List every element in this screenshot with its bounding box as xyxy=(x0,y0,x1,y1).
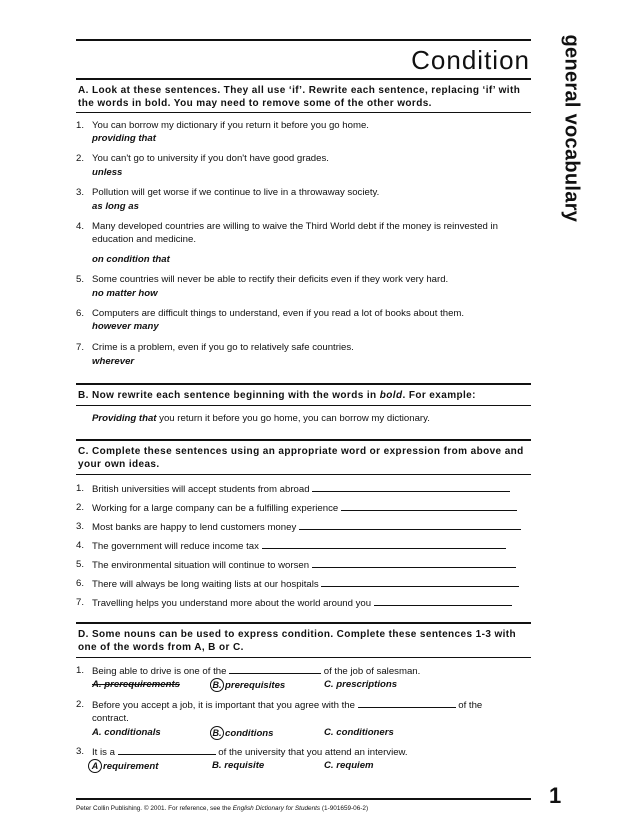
item-sentence: Working for a large company can be a fulfilling experience xyxy=(92,503,339,514)
item-sentence: of the job of salesman. xyxy=(323,666,421,677)
section-c-bottom-rule xyxy=(76,474,531,475)
item-sentence: British universities will accept students from abroad xyxy=(92,484,310,495)
section-a-bottom-rule xyxy=(76,112,531,113)
item-number: 3. xyxy=(76,521,85,532)
option-c: C. requiem xyxy=(324,760,374,771)
option-text: conditions xyxy=(225,728,274,739)
answer-blank[interactable] xyxy=(312,482,510,492)
item-number: 2. xyxy=(76,153,85,164)
item-text: Computers are difficult things to understand, even if you read a lot of books about them. xyxy=(92,308,465,319)
item-text xyxy=(92,558,530,572)
answer-blank[interactable] xyxy=(312,558,516,568)
option-b-circled xyxy=(210,678,285,692)
item-text: Pollution will get worse if we continue to live in a throwaway society. xyxy=(92,187,380,198)
option-a-crossed: A. prerequirements xyxy=(92,679,180,690)
item-text xyxy=(92,501,530,515)
item-sentence: There will always be long waiting lists at our hospitals xyxy=(92,579,319,590)
bottom-rule xyxy=(76,798,531,800)
page-title: Condition xyxy=(411,45,530,75)
item-text xyxy=(92,539,530,553)
page-number: 1 xyxy=(549,783,562,808)
option-a: A. conditionals xyxy=(92,727,161,738)
footer-text: Peter Collin Publishing. © 2001. For reference, see the xyxy=(76,805,233,812)
item-text xyxy=(92,745,530,759)
section-a-answer: no matter how xyxy=(92,288,158,299)
item-text: Many developed countries are willing to waive the Third World debt if the money is reinvested in education and medicine. xyxy=(92,221,498,245)
item-number: 6. xyxy=(76,578,85,589)
item-number: 2. xyxy=(76,699,85,710)
answer-blank[interactable] xyxy=(229,664,321,674)
answer-blank[interactable] xyxy=(299,520,521,530)
item-sentence: of the xyxy=(458,700,483,711)
item-number: 4. xyxy=(76,221,85,232)
section-d-instruction: D. Some nouns can be used to express condition. Complete these sentences 1-3 with one of the words from A, B or C. xyxy=(78,629,517,653)
section-d-top-rule xyxy=(76,622,531,624)
footer-book-title: English Dictionary for Students xyxy=(232,805,321,812)
item-number: 2. xyxy=(76,502,85,513)
item-number: 3. xyxy=(76,746,85,757)
instruction-bold-word: bold xyxy=(379,390,403,401)
item-number: 5. xyxy=(76,274,85,285)
instruction-text: . For example: xyxy=(402,390,476,401)
option-b: B. requisite xyxy=(212,760,265,771)
section-b-instruction xyxy=(78,389,530,402)
item-sentence: contract. xyxy=(92,713,129,724)
item-text: Some countries will never be able to rectify their deficits even if they work very hard. xyxy=(92,274,449,285)
footer-credit xyxy=(76,805,368,812)
instruction-text: B. Now rewrite each sentence beginning with the words in xyxy=(78,390,377,401)
item-text: Crime is a problem, even if you go to relatively safe countries. xyxy=(92,342,354,353)
side-label-text: general vocabulary xyxy=(560,34,583,223)
answer-blank[interactable] xyxy=(341,501,517,511)
option-b-circled xyxy=(210,726,274,740)
section-b-bottom-rule xyxy=(76,405,531,406)
item-sentence: The government will reduce income tax xyxy=(92,541,259,552)
item-number: 1. xyxy=(76,483,85,494)
item-text xyxy=(92,482,530,496)
item-sentence: Being able to drive is one of the xyxy=(92,666,227,677)
section-a-answer: on condition that xyxy=(92,254,170,265)
section-b-top-rule xyxy=(76,383,531,385)
item-sentence: Most banks are happy to lend customers money xyxy=(92,522,297,533)
section-a-answer: unless xyxy=(92,167,123,178)
item-number: 6. xyxy=(76,308,85,319)
circle-mark: B. xyxy=(210,678,224,692)
item-number: 1. xyxy=(76,120,85,131)
answer-blank[interactable] xyxy=(358,698,456,708)
item-sentence: of the university that you attend an interview. xyxy=(218,747,408,758)
section-a-answer: wherever xyxy=(92,356,135,367)
section-a-instruction: A. Look at these sentences. They all use ‘if’. Rewrite each sentence, replacing ‘if’ with the words in bold. You may need to remove some of the other words. xyxy=(78,85,521,109)
item-text xyxy=(92,520,530,534)
section-c-top-rule xyxy=(76,439,531,441)
side-label xyxy=(556,30,586,223)
example-bold-words: Providing that xyxy=(92,413,157,424)
item-sentence: Travelling helps you understand more about the world around you xyxy=(92,598,372,609)
section-a-answer: as long as xyxy=(92,201,139,212)
item-number: 3. xyxy=(76,187,85,198)
item-sentence: It is a xyxy=(92,747,115,758)
top-rule xyxy=(76,39,531,41)
item-text xyxy=(92,596,530,610)
item-sentence: Before you accept a job, it is important that you agree with the xyxy=(92,700,355,711)
item-text xyxy=(92,664,530,678)
item-text xyxy=(92,698,530,712)
section-d-bottom-rule xyxy=(76,657,531,658)
option-text: requirement xyxy=(103,761,159,772)
footer-text: (1-901659-06-2) xyxy=(320,805,369,812)
section-b-example xyxy=(92,413,430,424)
item-text xyxy=(92,577,530,591)
section-c-instruction: C. Complete these sentences using an appropriate word or expression from above and your own ideas. xyxy=(78,446,524,470)
option-text: prerequisites xyxy=(225,680,286,691)
section-a-answer: however many xyxy=(92,321,159,332)
section-a-answer: providing that xyxy=(92,133,156,144)
option-c: C. prescriptions xyxy=(324,679,398,690)
example-text: you return it before you go home, you can borrow my dictionary. xyxy=(156,413,430,424)
item-number: 5. xyxy=(76,559,85,570)
item-sentence: The environmental situation will continue to worsen xyxy=(92,560,310,571)
circle-mark: B. xyxy=(210,726,224,740)
item-number: 4. xyxy=(76,540,85,551)
item-number: 7. xyxy=(76,597,85,608)
section-a-top-rule xyxy=(76,78,531,80)
item-text: You can't go to university if you don't have good grades. xyxy=(92,153,329,164)
option-c: C. conditioners xyxy=(324,727,394,738)
answer-blank[interactable] xyxy=(118,745,216,755)
circle-mark: A xyxy=(88,759,102,773)
answer-blank[interactable] xyxy=(321,577,519,587)
item-text: You can borrow my dictionary if you return it before you go home. xyxy=(92,120,369,131)
answer-blank[interactable] xyxy=(262,539,506,549)
item-number: 1. xyxy=(76,665,85,676)
answer-blank[interactable] xyxy=(374,596,512,606)
item-number: 7. xyxy=(76,342,85,353)
option-a-circled xyxy=(88,759,158,773)
